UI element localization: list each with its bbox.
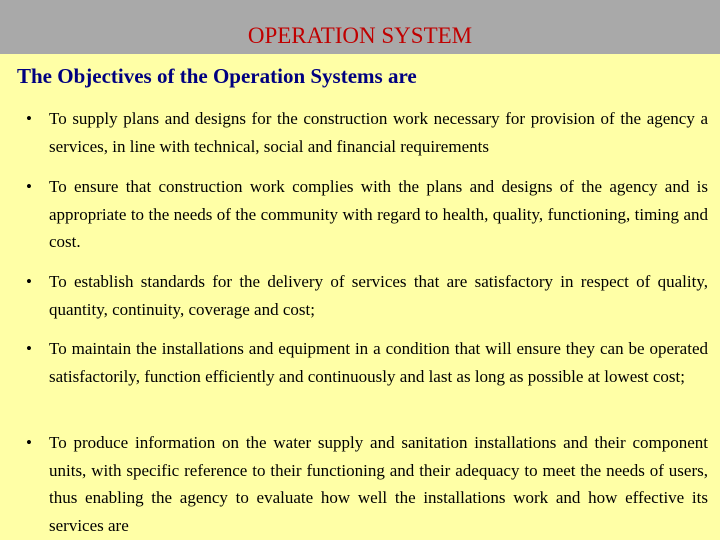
bullet-icon: • bbox=[26, 339, 32, 358]
section-heading: The Objectives of the Operation Systems are bbox=[17, 64, 417, 88]
objective-text: To supply plans and designs for the construction work necessary for provision of the agency a services, in line with technical, social and financial requirements bbox=[49, 109, 708, 156]
bullet-icon: • bbox=[26, 177, 32, 196]
bullet-icon: • bbox=[26, 433, 32, 452]
bullet-icon: • bbox=[26, 272, 32, 291]
bullet-icon: • bbox=[26, 109, 32, 128]
objective-text: To ensure that construction work complies with the plans and designs of the agency and is appropriate to the needs of the community with regard to health, quality, functioning, timing and cost. bbox=[49, 177, 708, 251]
objective-text: To produce information on the water supply and sanitation installations and their component units, with specific reference to their functioning and their adequacy to meet the needs of users, thus enabling the agency to evaluate how well the installations work and how effective its services are bbox=[49, 433, 708, 535]
objective-text: To establish standards for the delivery of services that are satisfactory in respect of quality, quantity, continuity, coverage and cost; bbox=[49, 272, 708, 319]
page-title: OPERATION SYSTEM bbox=[247, 23, 473, 48]
objective-text: To maintain the installations and equipment in a condition that will ensure they can be operated satisfactorily, function efficiently and continuously and last as long as possible at lowest cost; bbox=[49, 339, 708, 386]
